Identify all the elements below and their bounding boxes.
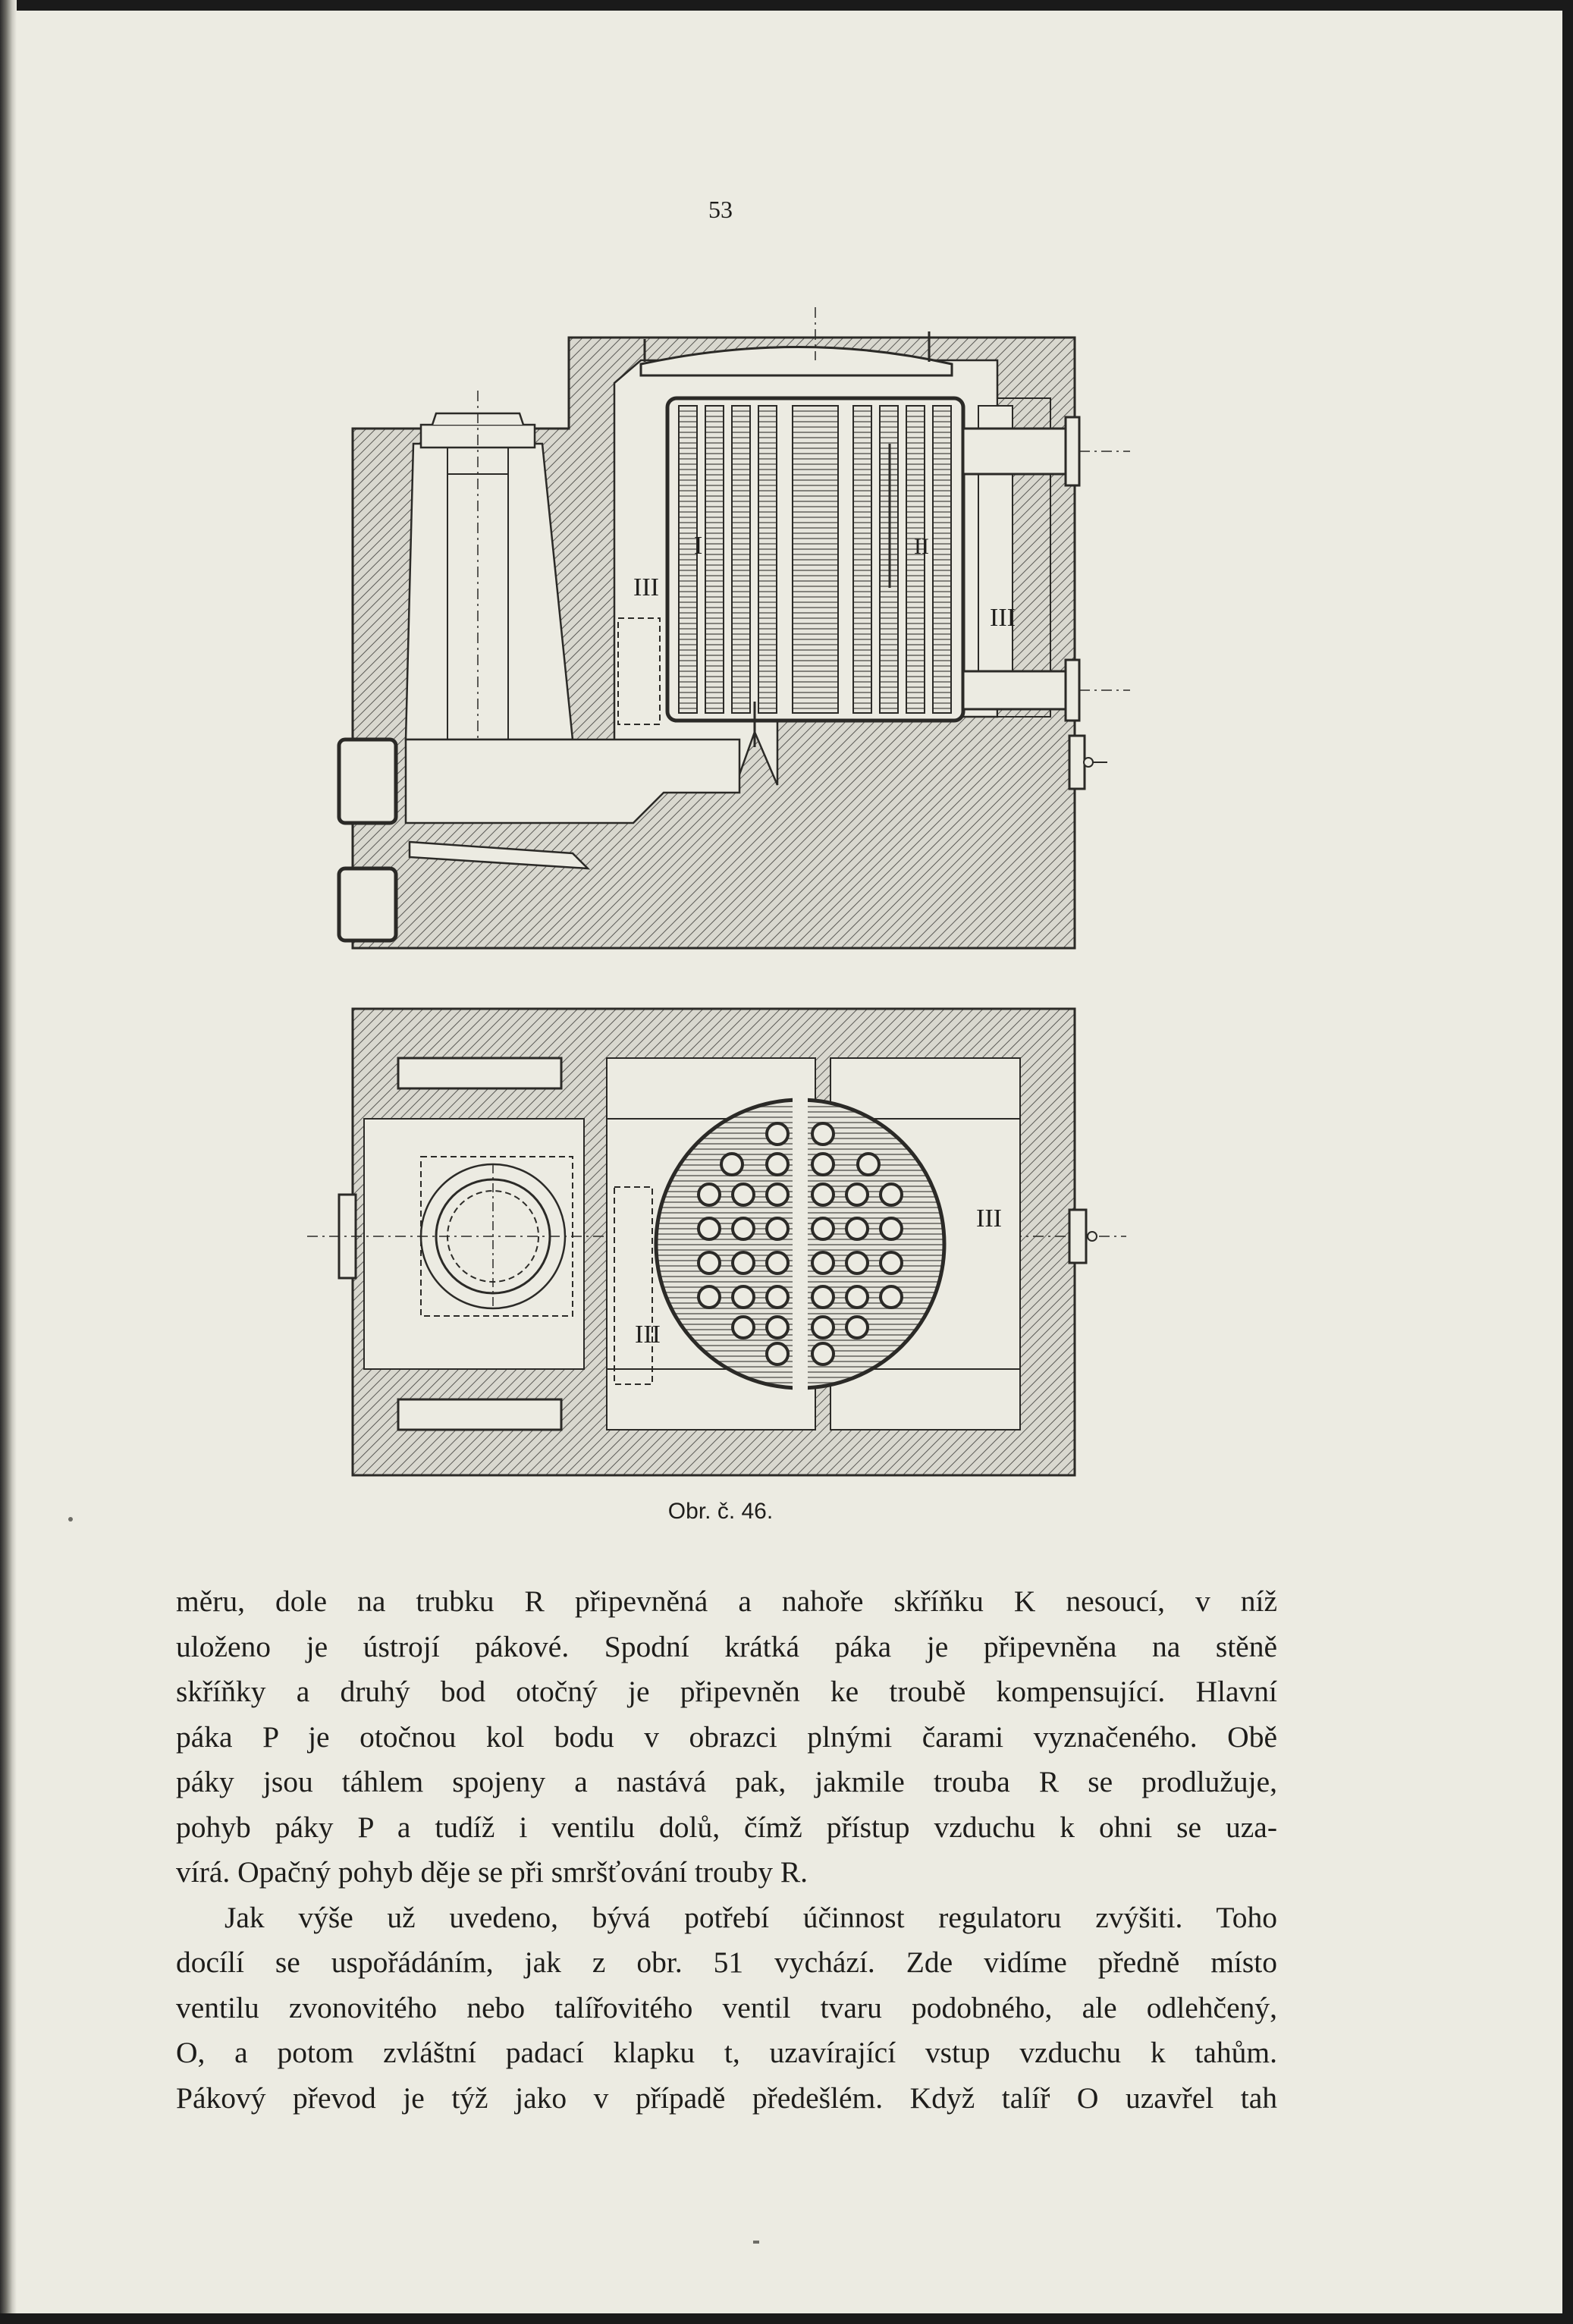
text-line: Pákový převod je týž jako v případě předešlém. Když talíř O uzavřel tah [176, 2081, 1277, 2115]
figure-caption: Obr. č. 46. [667, 1499, 774, 1524]
text-line: docílí se uspořádáním, jak z obr. 51 vychází. Zde vidíme předně místo [176, 1946, 1277, 1979]
scan-speck [68, 1517, 73, 1522]
page-number: 53 [708, 196, 733, 223]
text-line: ventilu zvonovitého nebo talířovitého ventil tvaru podobného, ale odlehčený, [176, 1990, 1277, 2024]
label-III-left: III [633, 573, 659, 601]
scan-right-edge [1562, 0, 1573, 2324]
scan-top-edge [0, 0, 1573, 11]
text-line: vírá. Opačný pohyb děje se při smršťování trouby R. [176, 1855, 808, 1889]
text-line: měru, dole na trubku R připevněná a nahoře skříňku K nesoucí, v níž [176, 1584, 1277, 1618]
plan-label-III-left: III [635, 1321, 661, 1349]
plan-label-III-right: III [976, 1204, 1002, 1233]
label-II: II [914, 534, 929, 559]
text-line: pohyb páky P a tudíž i ventilu dolů, čímž přístup vzduchu k ohni se uza- [176, 1810, 1277, 1844]
text-line: Jak výše už uvedeno, bývá potřebí účinnost regulatoru zvýšiti. Toho [224, 1900, 1277, 1934]
text-line: uloženo je ústrojí pákové. Spodní krátká páka je připevněna na stěně [176, 1629, 1277, 1663]
text-line: skříňky a druhý bod otočný je připevněn ke troubě kompensující. Hlavní [176, 1675, 1277, 1708]
text-line: páky jsou táhlem spojeny a nastává pak, jakmile trouba R se prodlužuje, [176, 1765, 1277, 1798]
body-text [176, 1579, 1277, 2121]
scan-bottom-edge [0, 2313, 1573, 2324]
boiler-technical-drawing [300, 292, 1134, 1490]
paragraph-2 [176, 1895, 1277, 2121]
paragraph-1 [176, 1579, 1277, 1895]
label-I: I [694, 532, 703, 560]
text-line: páka P je otočnou kol bodu v obrazci plnými čarami vyznačeného. Obě [176, 1719, 1277, 1754]
side-section-view [339, 307, 1130, 948]
plan-section-view [307, 1009, 1126, 1475]
book-spine-shadow [0, 0, 17, 2324]
scan-speck [753, 2241, 759, 2244]
text-line: O, a potom zvláštní padací klapku t, uzavírající vstup vzduchu k tahům. [176, 2036, 1277, 2069]
label-III-right: III [990, 604, 1016, 632]
